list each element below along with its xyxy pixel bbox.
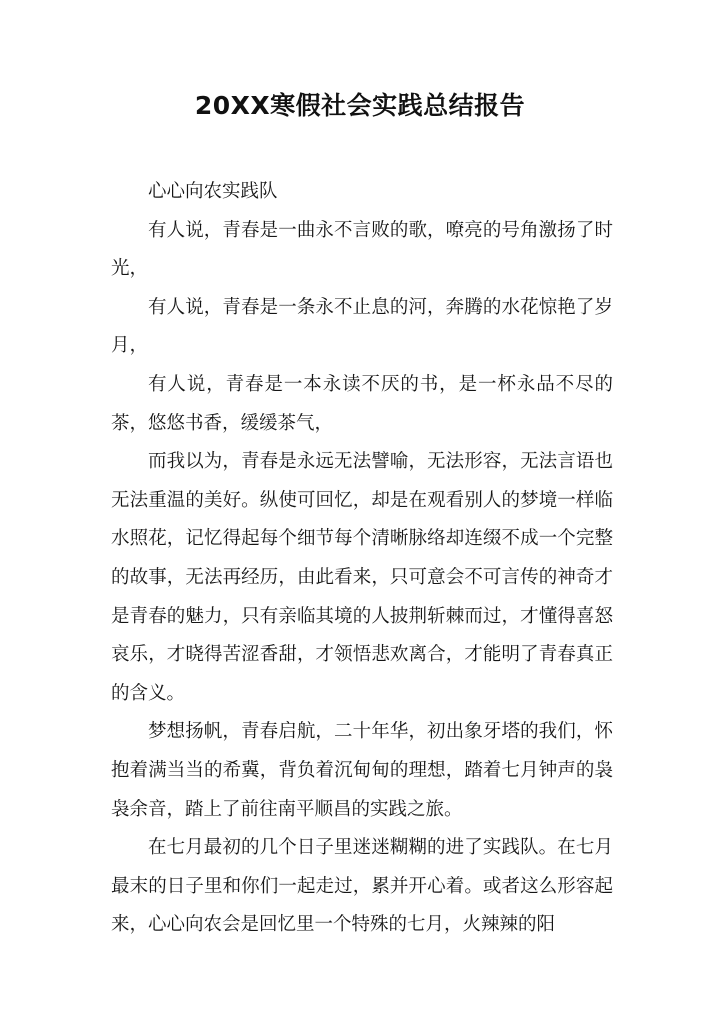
paragraph: 有人说，青春是一本永读不厌的书，是一杯永品不尽的茶，悠悠书香，缓缓茶气， — [111, 373, 613, 434]
document-title: 20XX寒假社会实践总结报告 — [194, 91, 526, 120]
paragraph: 梦想扬帆，青春启航，二十年华，初出象牙塔的我们，怀抱着满当当的希冀，背负着沉甸甸的理想，踏着七月钟声的袅袅余音，踏上了前往南平顺昌的实践之旅。 — [111, 721, 613, 820]
paragraph: 而我以为，青春是永远无法譬喻，无法形容，无法言语也无法重温的美好。纵使可回忆，却是在观看别人的梦境一样临水照花，记忆得起每个细节每个清晰脉络却连缀不成一个完整的故事，无法再经历，由此看来，只可意会不可言传的神奇才是青春的魅力，只有亲临其境的人披荆斩棘而过，才懂得喜怒哀乐，才晓得苦涩香甜，才领悟悲欢离合，才能明了青春真正的含义。 — [111, 451, 613, 704]
paragraph: 有人说，青春是一曲永不言败的歌，嘹亮的号角激扬了时光， — [111, 219, 613, 280]
document-body — [111, 173, 613, 945]
paragraph: 在七月最初的几个日子里迷迷糊糊的进了实践队。在七月最末的日子里和你们一起走过，累并开心着。或者这么形容起来，心心向农会是回忆里一个特殊的七月，火辣辣的阳 — [111, 837, 613, 936]
paragraph-team-name: 心心向农实践队 — [148, 181, 278, 202]
paragraph: 有人说，青春是一条永不止息的河，奔腾的水花惊艳了岁月， — [111, 296, 613, 357]
